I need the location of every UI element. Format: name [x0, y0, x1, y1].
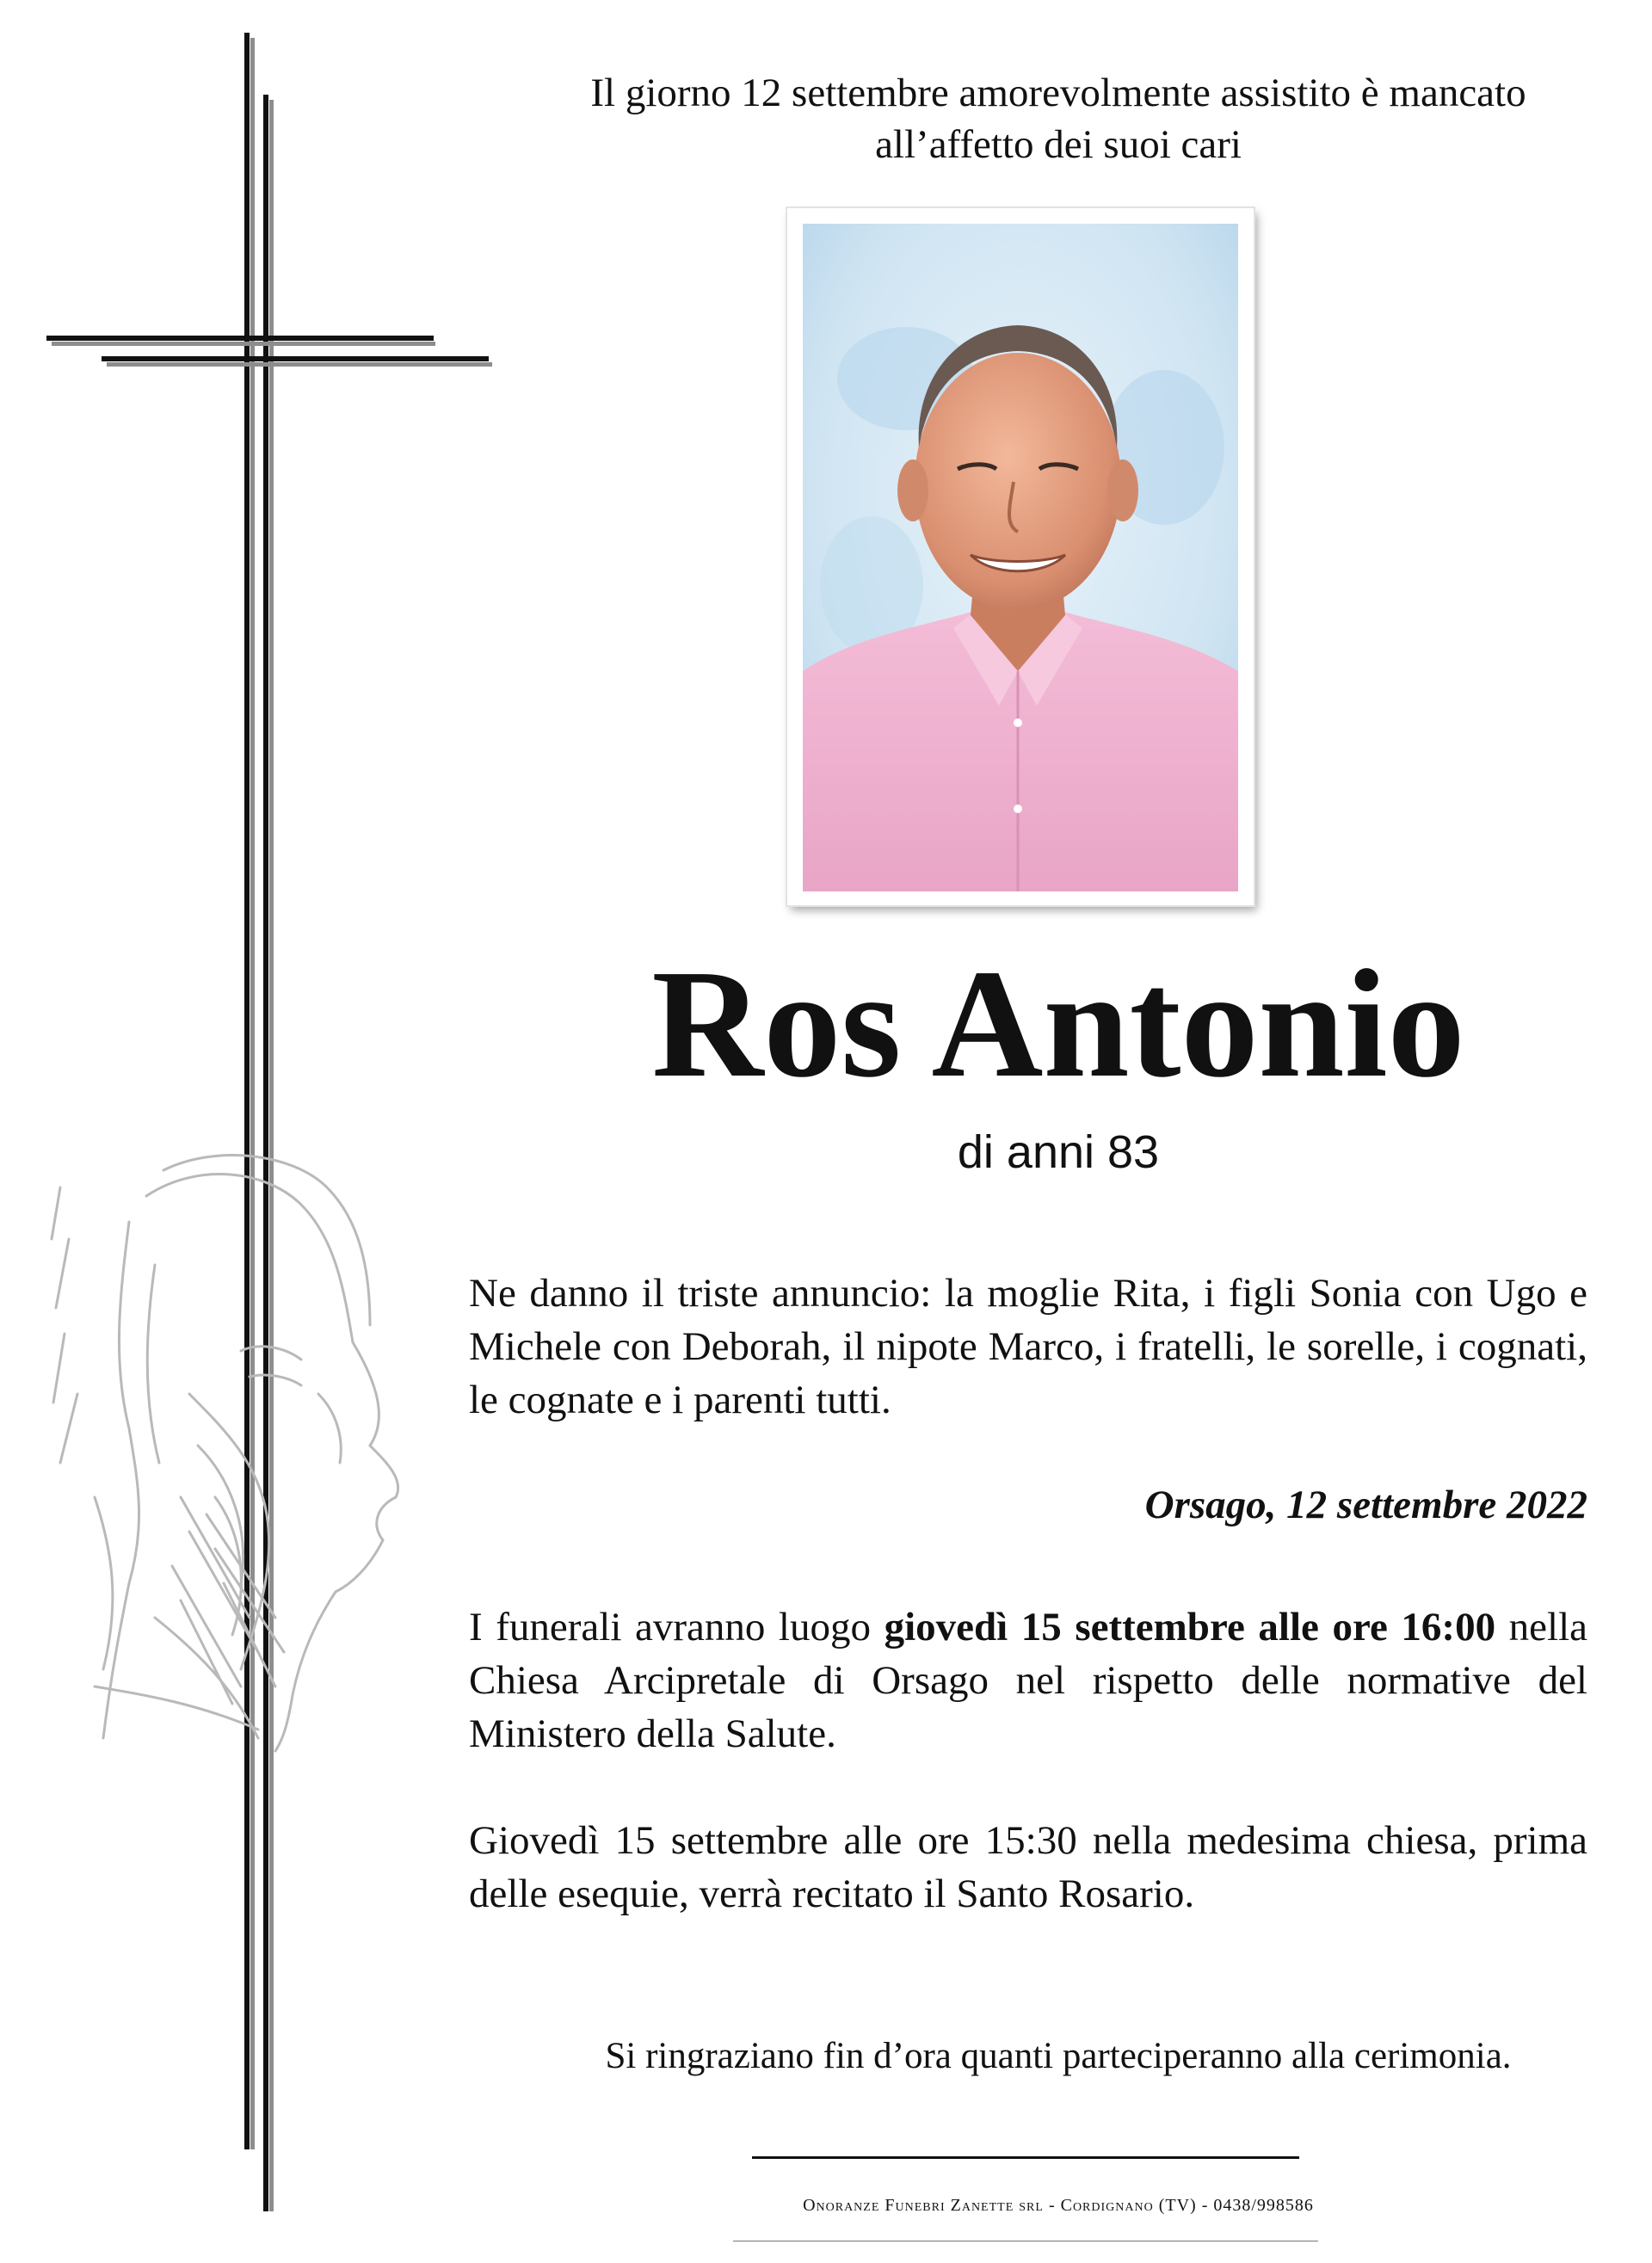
funeral-suffix: nella Chiesa Arcipretale di Orsago nel rispetto delle normative del Ministero della Salute.	[469, 1605, 1588, 1756]
cross-horizontal-bar	[46, 336, 434, 341]
divider	[752, 2156, 1299, 2159]
deceased-name: Ros Antonio	[651, 938, 1465, 1109]
cross-vertical-shadow	[250, 38, 255, 2149]
rosary-paragraph: Giovedì 15 settembre alle ore 15:30 nella medesima chiesa, prima delle esequie, verrà recitato il Santo Rosario.	[469, 1818, 1587, 1916]
cross-icon	[0, 0, 516, 2263]
cross-vertical-bar	[244, 33, 250, 2149]
funeral-home-footer: Onoranze Funebri Zanette srl - Cordignano (TV) - 0438/998586	[803, 2196, 1314, 2215]
cross-horizontal-bar	[102, 356, 489, 361]
portrait-image	[803, 224, 1238, 891]
funeral-paragraph	[469, 1600, 1587, 1760]
deceased-age: di anni 83	[957, 1126, 1160, 1178]
place-date: Orsago, 12 settembre 2022	[1144, 1483, 1587, 1527]
intro-line: all’affetto dei suoi cari	[875, 122, 1242, 167]
thanks-text: Si ringraziano fin d’ora quanti parteciperanno alla cerimonia.	[605, 2036, 1512, 2076]
funeral-date-time: giovedì 15 settembre alle ore 16:00	[884, 1605, 1496, 1649]
cross-horizontal-shadow	[107, 362, 492, 367]
christ-sketch-icon	[43, 1136, 413, 1755]
cross-horizontal-shadow	[52, 342, 435, 346]
portrait-photo	[787, 208, 1254, 905]
announcement-paragraph: Ne danno il triste annuncio: la moglie Rita, i figli Sonia con Ugo e Michele con Deborah, il nipote Marco, i fratelli, le sorelle, i cognati, le cognate e i parenti tutti.	[469, 1271, 1587, 1422]
intro-text	[482, 67, 1635, 170]
funeral-prefix: I funerali avranno luogo	[469, 1605, 871, 1649]
intro-line: Il giorno 12 settembre amorevolmente assistito è mancato	[590, 71, 1526, 115]
